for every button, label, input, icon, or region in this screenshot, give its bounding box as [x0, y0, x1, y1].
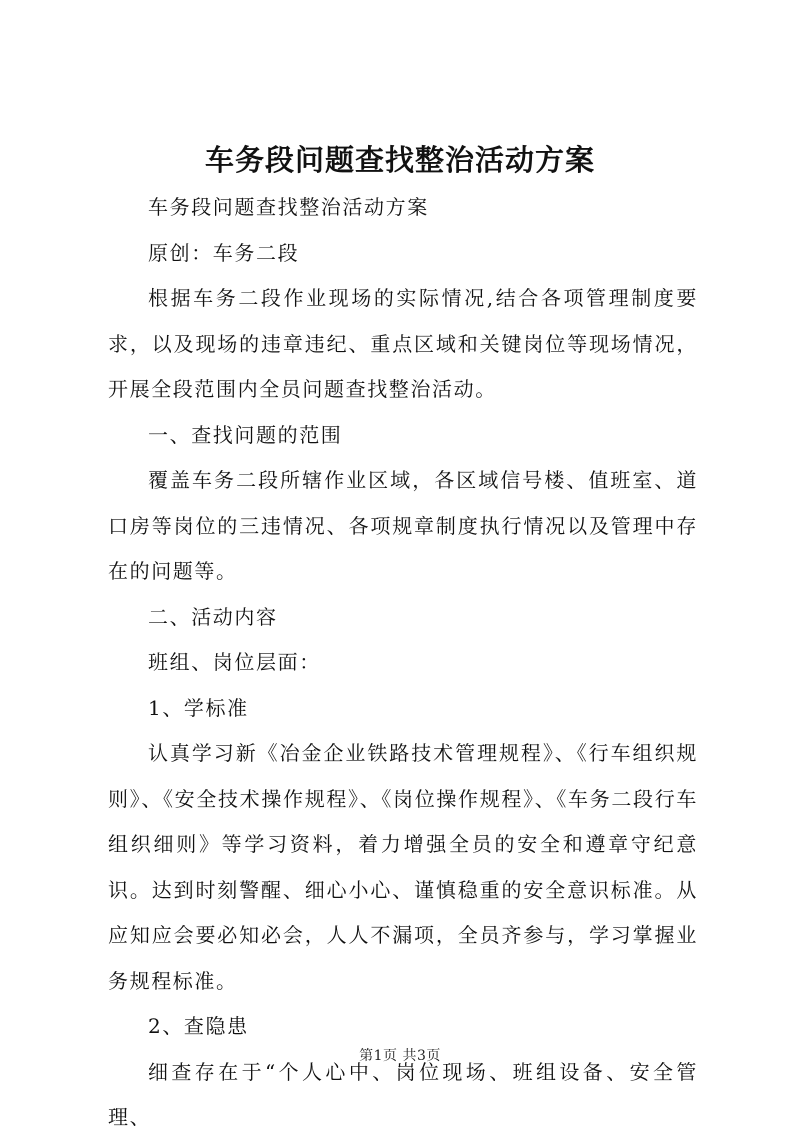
item-heading-learn-standards: 1、学标准 — [148, 695, 249, 720]
body-paragraph-intro: 根据车务二段作业现场的实际情况,结合各项管理制度要求，以及现场的违章违纪、重点区域和关键岗位等现场情况，开展全段范围内全员问题查找整治活动。 — [108, 286, 698, 401]
body-paragraph-check-hazards: 细查存在于“个人心中、岗位现场、班组设备、安全管理、 — [108, 1059, 698, 1129]
section-heading-scope: 一、查找问题的范围 — [148, 422, 343, 447]
page-footer: 第1页 共3页 — [359, 1048, 441, 1064]
document-body — [108, 185, 698, 1141]
subheading-team-level: 班组、岗位层面： — [148, 650, 321, 674]
document-title: 车务段问题查找整治活动方案 — [204, 143, 595, 177]
section-heading-content: 二、活动内容 — [148, 604, 278, 629]
item-heading-check-hazards: 2、查隐患 — [148, 1014, 249, 1038]
body-paragraph-subtitle: 车务段问题查找整治活动方案 — [148, 195, 429, 219]
body-paragraph-learn-standards: 认真学习新《冶金企业铁路技术管理规程》、《行车组织规则》、《安全技术操作规程》、《岗位操作规程》、《车务二段行车组织细则》等学习资料，着力增强全员的安全和遵章守纪意识。达到时刻警醒、细心小心、谨慎稳重的安全意识标准。从应知应会要必知必会，人人不漏项，全员齐参与，学习掌握业务规程标准。 — [108, 741, 698, 993]
body-paragraph-author: 原创：车务二段 — [148, 240, 300, 265]
body-paragraph-scope: 覆盖车务二段所辖作业区域，各区域信号楼、值班室、道口房等岗位的三违情况、各项规章制度执行情况以及管理中存在的问题等。 — [108, 468, 698, 583]
